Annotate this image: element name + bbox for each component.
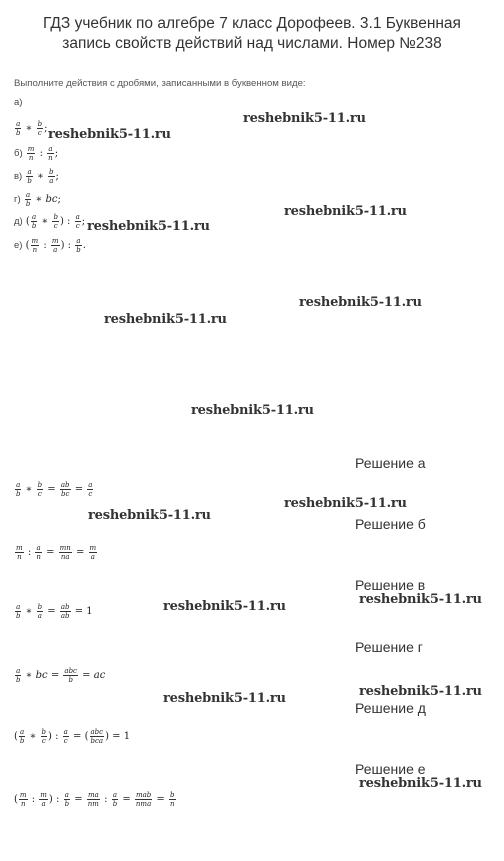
page-title-line-2: запись свойств действий над числами. Номер №238 (62, 35, 442, 52)
watermark: reshebnik5-11.ru (359, 592, 482, 607)
watermark: reshebnik5-11.ru (284, 496, 407, 511)
task-v-label: в) (14, 171, 23, 182)
solution-a-heading: Решение а (355, 455, 426, 471)
watermark: reshebnik5-11.ru (284, 204, 407, 219)
solution-d-heading: Решение д (355, 700, 426, 716)
watermark: reshebnik5-11.ru (104, 312, 227, 327)
task-e-expression: е) ( $\frac{m}{n}$ : $\frac{m}{a}$ ) : $\frac{a}{b}$ . (14, 237, 86, 254)
watermark: reshebnik5-11.ru (87, 219, 210, 234)
solution-b-expression: $\frac{m}{n}$ : $\frac{a}{n}$ = $\frac{mn}{na}$ = $\frac{m}{a}$ (16, 544, 97, 561)
solution-d-expression: ( $\frac{a}{b}$ ∗ $\frac{b}{c}$ ) : $\frac{a}{c}$ = ( abc bca ) = 1 (14, 728, 131, 745)
solution-g-expression: $\frac{a}{b}$ ∗ bc = abc b = ac (16, 667, 106, 684)
task-b-expression: б) $\frac{m}{n}$ : $\frac{a}{n}$ ; (14, 145, 59, 162)
task-instruction: Выполните действия с дробями, записанными в буквенном виде: (14, 78, 306, 89)
solution-v-expression: $\frac{a}{b}$ ∗ $\frac{b}{a}$ = $\frac{ab}{ab}$ = 1 (16, 603, 93, 620)
watermark: reshebnik5-11.ru (191, 403, 314, 418)
task-g-expression: г) $\frac{a}{b}$ ∗ bc; (14, 191, 61, 208)
task-a-label: а) (14, 97, 23, 108)
task-b-label: б) (14, 148, 23, 159)
watermark: reshebnik5-11.ru (299, 295, 422, 310)
page-title-line-1: ГДЗ учебник по алгебре 7 класс Дорофеев. 3.1 Буквенная (43, 15, 461, 32)
task-g-label: г) (14, 194, 21, 205)
watermark: reshebnik5-11.ru (359, 684, 482, 699)
watermark: reshebnik5-11.ru (163, 691, 286, 706)
watermark: reshebnik5-11.ru (243, 111, 366, 126)
solution-v-heading: Решение в (355, 577, 426, 593)
solution-e-heading: Решение е (355, 761, 426, 777)
task-d-label: д) (14, 216, 23, 227)
solution-a-expression: $\frac{a}{b}$ ∗ $\frac{b}{c}$ = $\frac{ab}{bc}$ = $\frac{a}{c}$ (16, 481, 93, 498)
page-title (0, 14, 504, 54)
task-a-expression: $\frac{a}{b}$ ∗ $\frac{b}{c}$ ; (16, 120, 48, 137)
task-v-expression: в) $\frac{a}{b}$ ∗ $\frac{b}{a}$ ; (14, 168, 59, 185)
task-d-expression: д) ( $\frac{a}{b}$ ∗ $\frac{b}{c}$ ) : $\frac{a}{c}$ ; (14, 213, 86, 230)
solution-e-expression: ( $\frac{m}{n}$ : $\frac{m}{a}$ ) : $\frac{a}{b}$ = $\frac{ma}{nm}$ : $\frac{a}{b}$ = mab nma = $\frac{b}{n}$ (14, 791, 175, 808)
watermark: reshebnik5-11.ru (163, 599, 286, 614)
solution-g-heading: Решение г (355, 639, 423, 655)
solution-b-heading: Решение б (355, 516, 426, 532)
watermark: reshebnik5-11.ru (359, 776, 482, 791)
watermark: reshebnik5-11.ru (48, 127, 171, 142)
watermark: reshebnik5-11.ru (88, 508, 211, 523)
task-e-label: е) (14, 240, 23, 251)
